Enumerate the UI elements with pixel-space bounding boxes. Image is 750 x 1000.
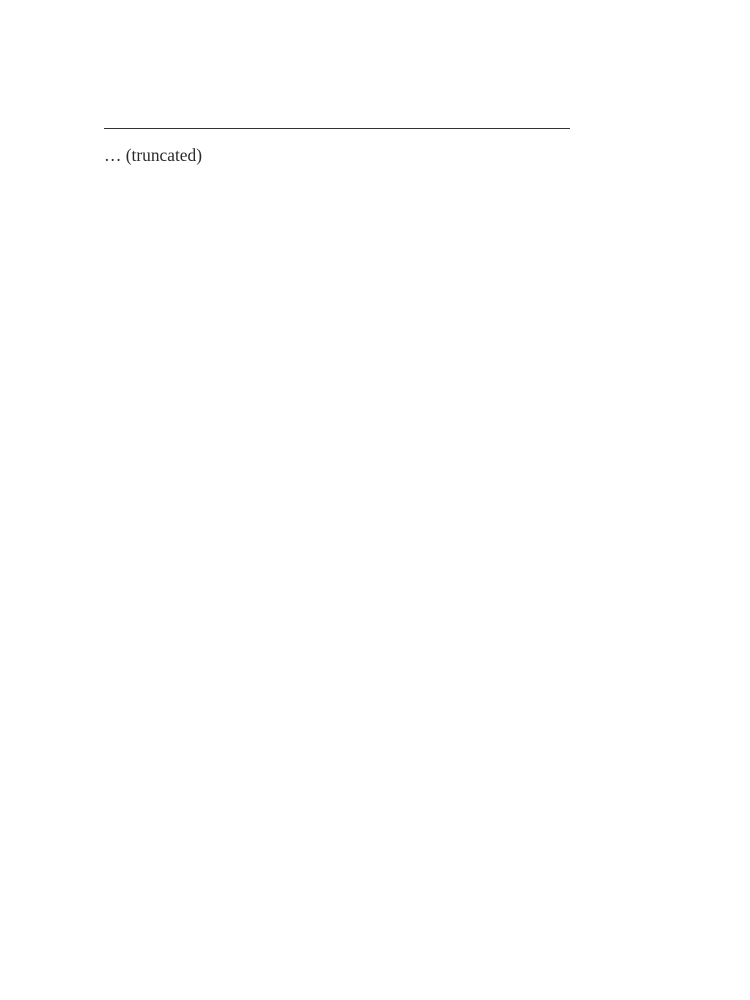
body-text: … (truncated) bbox=[104, 145, 203, 165]
running-header bbox=[104, 104, 570, 129]
